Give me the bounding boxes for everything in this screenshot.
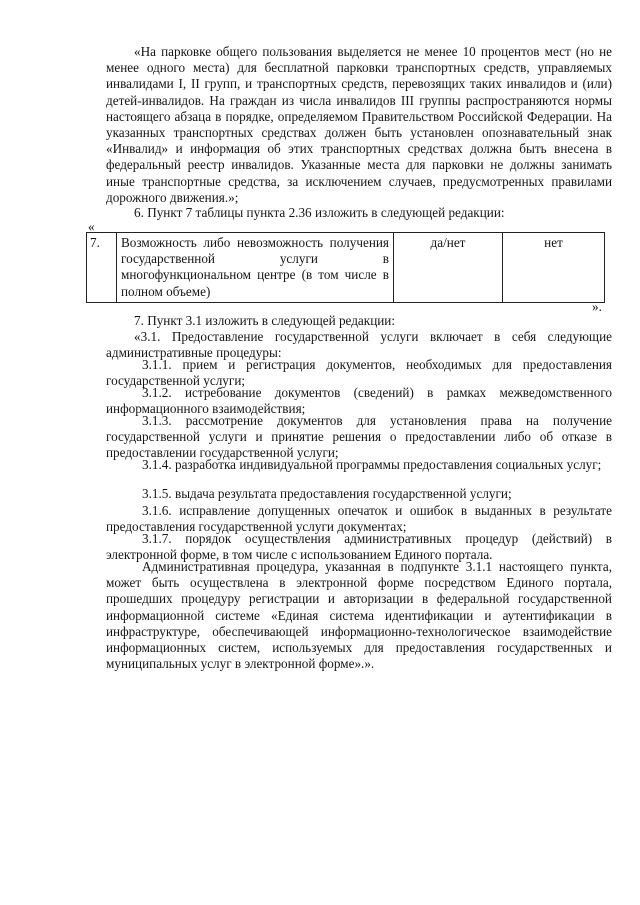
paragraph-3-1-6: 3.1.6. исправление допущенных опечаток и ошибок в выданных в результате предоставления государственной услуги документах; [106,503,612,535]
paragraph-3-1-7: 3.1.7. порядок осуществления административных процедур (действий) в электронной форме, в том числе с использованием Единого портала. [106,531,612,563]
paragraph-3-1-1: 3.1.1. прием и регистрация документов, необходимых для предоставления государственной услуги; [106,357,612,389]
amendment-table [86,232,605,303]
item-7-heading: 7. Пункт 3.1 изложить в следующей редакции: [134,313,396,328]
paragraph-3-1: «3.1. Предоставление государственной услуги включает в себя следующие административные процедуры: [106,329,612,361]
paragraph-3-1-2: 3.1.2. истребование документов (сведений) в рамках межведомственного информационного взаимодействия; [106,385,612,417]
paragraph-3-1-5: 3.1.5. выдача результата предоставления государственной услуги; [142,486,512,501]
row-value-options-cell: да/нет [394,233,503,303]
paragraph-3-1-4: 3.1.4. разработка индивидуальной программы предоставления социальных услуг; [142,457,602,472]
row-value-cell: нет [503,233,605,303]
table-close-quote: ». [592,299,602,314]
paragraph-3-1-3: 3.1.3. рассмотрение документов для установления права на получение государственной услуги и принятие решения о предоставлении либо об отказе в предоставлении государственной услуги; [106,413,612,461]
paragraph-administrative-procedure: Административная процедура, указанная в подпункте 3.1.1 настоящего пункта, может быть осуществлена в электронной форме посредством Единого портала, прошедших процедуру регистрации и авторизации в федеральной государственной информационной системе «Единая система идентификации и аутентификации в инфраструктуре, обеспечивающей информационно-технологическое взаимодействие информационных систем, используемых для предоставления государственных и муниципальных услуг в электронной форме».». [106,559,612,672]
row-description-cell: Возможность либо невозможность получения государственной услуги в многофункциональном центре (в том числе в полном объеме) [117,233,394,303]
paragraph-parking: «На парковке общего пользования выделяется не менее 10 процентов мест (но не менее одного места) для бесплатной парковки транспортных средств, управляемых инвалидами I, II групп, и транспортных средств, перевозящих таких инвалидов и (или) детей-инвалидов. На граждан из числа инвалидов III группы распространяются нормы настоящего абзаца в порядке, определяемом Правительством Российской Федерации. На указанных транспортных средствах должен быть установлен опознавательный знак «Инвалид» и информация об этих транспортных средствах должна быть внесена в федеральный реестр инвалидов. Указанные места для парковки не должны занимать иные транспортные средства, за исключением случаев, предусмотренных правилами дорожного движения.»; [106,44,612,205]
table-open-quote: « [88,219,95,234]
row-number-cell: 7. [87,233,117,303]
item-6-heading: 6. Пункт 7 таблицы пункта 2.36 изложить в следующей редакции: [134,205,505,220]
table-row [87,233,605,303]
